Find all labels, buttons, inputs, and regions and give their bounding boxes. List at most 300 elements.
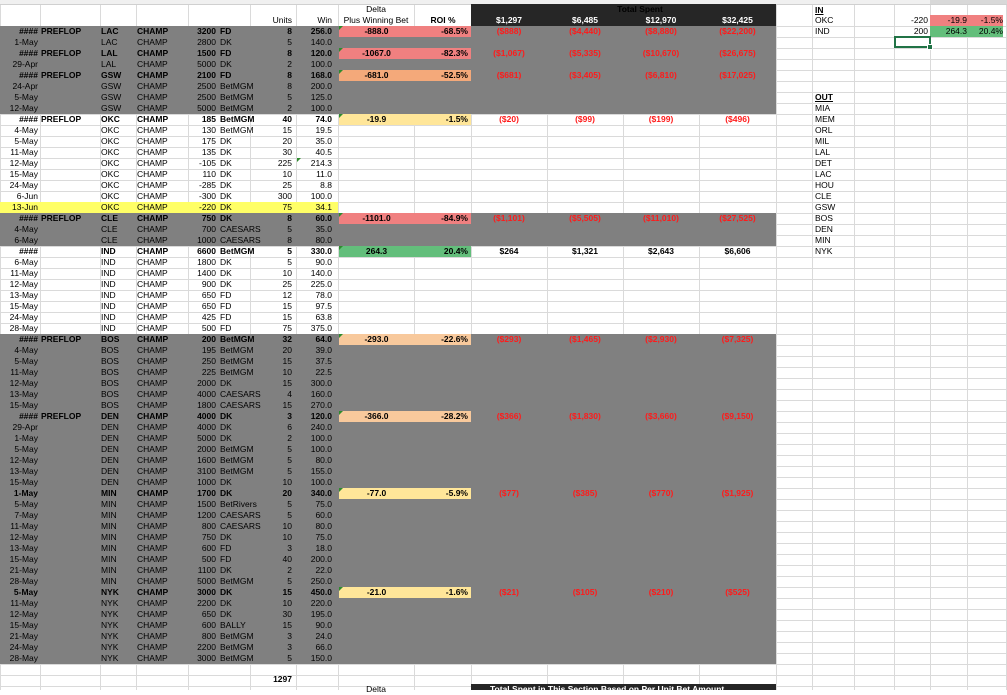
total-spent-cell[interactable]: ($496) — [725, 114, 750, 124]
odds-cell[interactable]: 1500 — [197, 499, 216, 509]
team-cell[interactable]: NYK — [101, 642, 119, 652]
total-spent-cell[interactable]: ($1,925) — [721, 488, 754, 498]
win-cell[interactable]: 240.0 — [310, 422, 332, 432]
date-cell[interactable]: 5-May — [13, 587, 38, 597]
units-cell[interactable]: 10 — [282, 367, 292, 377]
team-cell[interactable]: GSW — [101, 81, 122, 91]
team-cell[interactable]: MIN — [101, 532, 117, 542]
delta-cell[interactable]: -19.9 — [339, 114, 414, 125]
team-cell[interactable]: OKC — [101, 114, 120, 124]
team-cell[interactable]: IND — [101, 257, 116, 267]
book-cell[interactable]: DK — [220, 598, 232, 608]
odds-cell[interactable]: 4000 — [197, 411, 216, 421]
market-cell[interactable]: CHAMP — [137, 180, 168, 190]
total-spent-cell[interactable]: $2,643 — [648, 246, 674, 256]
date-cell[interactable]: #### — [19, 246, 38, 256]
date-cell[interactable]: 12-May — [9, 532, 38, 542]
team-cell[interactable]: IND — [101, 279, 116, 289]
team-cell[interactable]: IND — [101, 323, 116, 333]
win-cell[interactable]: 80.0 — [315, 235, 332, 245]
market-cell[interactable]: CHAMP — [137, 81, 168, 91]
win-cell[interactable]: 66.0 — [315, 642, 332, 652]
market-cell[interactable]: CHAMP — [137, 323, 168, 333]
units-cell[interactable]: 5 — [287, 224, 292, 234]
market-cell[interactable]: CHAMP — [137, 70, 169, 80]
date-cell[interactable]: #### — [19, 334, 38, 344]
market-cell[interactable]: CHAMP — [137, 598, 168, 608]
odds-cell[interactable]: 1700 — [197, 488, 216, 498]
market-cell[interactable]: CHAMP — [137, 389, 168, 399]
win-cell[interactable]: 18.0 — [315, 543, 332, 553]
units-cell[interactable]: 300 — [277, 191, 292, 201]
date-cell[interactable]: #### — [19, 114, 38, 124]
date-cell[interactable]: 13-May — [9, 543, 38, 553]
delta-cell[interactable]: 264.3 — [339, 246, 414, 257]
book-cell[interactable]: DK — [220, 565, 232, 575]
units-cell[interactable]: 10 — [282, 532, 292, 542]
team-cell[interactable]: DEN — [101, 433, 119, 443]
team-cell[interactable]: OKC — [101, 136, 120, 146]
total-spent-cell[interactable]: ($1,830) — [569, 411, 601, 421]
selected-cell[interactable] — [894, 36, 931, 48]
total-spent-cell[interactable]: ($9,150) — [721, 411, 754, 421]
stage-cell[interactable]: PREFLOP — [41, 213, 82, 223]
book-cell[interactable]: DK — [220, 433, 232, 443]
units-cell[interactable]: 4 — [287, 389, 292, 399]
total-spent-cell[interactable]: ($77) — [499, 488, 519, 498]
team-cell[interactable]: BOS — [101, 400, 119, 410]
date-cell[interactable]: 29-Apr — [12, 422, 38, 432]
units-cell[interactable]: 40 — [282, 114, 292, 124]
odds-cell[interactable]: 250 — [201, 356, 216, 366]
market-cell[interactable]: CHAMP — [137, 653, 168, 663]
units-cell[interactable]: 2 — [287, 103, 292, 113]
market-cell[interactable]: CHAMP — [137, 334, 169, 344]
market-cell[interactable]: CHAMP — [137, 620, 168, 630]
win-cell[interactable]: 11.0 — [316, 169, 332, 179]
units-cell[interactable]: 5 — [287, 444, 292, 454]
date-cell[interactable]: 1-May — [14, 433, 38, 443]
team-cell[interactable]: IND — [101, 268, 116, 278]
roi-cell[interactable]: -1.5% — [414, 114, 471, 125]
units-cell[interactable]: 3 — [287, 642, 292, 652]
market-cell[interactable]: CHAMP — [137, 301, 168, 311]
stage-cell[interactable]: PREFLOP — [41, 334, 82, 344]
stage-cell[interactable]: PREFLOP — [41, 411, 82, 421]
roi-cell[interactable]: -52.5% — [414, 70, 471, 81]
market-cell[interactable]: CHAMP — [137, 191, 168, 201]
odds-cell[interactable]: 650 — [201, 301, 216, 311]
total-spent-cell[interactable]: ($1,101) — [493, 213, 525, 223]
date-cell[interactable]: 15-May — [9, 400, 38, 410]
units-cell[interactable]: 2 — [287, 565, 292, 575]
out-team[interactable]: MIN — [815, 235, 831, 245]
roi-cell[interactable]: -68.5% — [414, 26, 471, 37]
team-cell[interactable]: MIN — [101, 521, 117, 531]
market-cell[interactable]: CHAMP — [137, 136, 168, 146]
market-cell[interactable]: CHAMP — [137, 378, 168, 388]
team-cell[interactable]: NYK — [101, 609, 119, 619]
market-cell[interactable]: CHAMP — [137, 48, 169, 58]
win-cell[interactable]: 37.5 — [315, 356, 332, 366]
book-cell[interactable]: DK — [220, 158, 232, 168]
date-cell[interactable]: #### — [19, 48, 38, 58]
market-cell[interactable]: CHAMP — [137, 235, 168, 245]
team-cell[interactable]: MIN — [101, 565, 117, 575]
win-cell[interactable]: 78.0 — [315, 290, 332, 300]
market-cell[interactable]: CHAMP — [137, 312, 168, 322]
win-cell[interactable]: 340.0 — [310, 488, 332, 498]
odds-cell[interactable]: -220 — [198, 202, 216, 212]
date-cell[interactable]: 5-May — [14, 136, 38, 146]
units-cell[interactable]: 5 — [287, 455, 292, 465]
date-cell[interactable]: 4-May — [14, 224, 38, 234]
team-cell[interactable]: MIN — [101, 488, 117, 498]
market-cell[interactable]: CHAMP — [137, 290, 168, 300]
odds-cell[interactable]: 2800 — [197, 37, 216, 47]
odds-cell[interactable]: 5000 — [197, 576, 216, 586]
units-cell[interactable]: 3 — [287, 411, 292, 421]
units-cell[interactable]: 5 — [287, 246, 292, 256]
total-spent-cell[interactable]: ($4,440) — [569, 26, 601, 36]
units-cell[interactable]: 5 — [287, 257, 292, 267]
units-cell[interactable]: 30 — [282, 609, 292, 619]
roi-cell[interactable]: -84.9% — [414, 213, 471, 224]
odds-cell[interactable]: 650 — [201, 290, 216, 300]
win-cell[interactable]: 168.0 — [310, 70, 332, 80]
odds-cell[interactable]: 2100 — [197, 70, 216, 80]
odds-cell[interactable]: 650 — [201, 609, 216, 619]
book-cell[interactable]: DK — [220, 169, 232, 179]
total-spent-cell[interactable]: ($366) — [496, 411, 522, 421]
win-cell[interactable]: 330.0 — [310, 246, 332, 256]
units-cell[interactable]: 5 — [287, 37, 292, 47]
book-cell[interactable]: DK — [220, 477, 232, 487]
roi-cell[interactable]: -22.6% — [414, 334, 471, 345]
market-cell[interactable]: CHAMP — [137, 466, 168, 476]
book-cell[interactable]: BetMGM — [220, 444, 254, 454]
team-cell[interactable]: CLE — [101, 235, 118, 245]
market-cell[interactable]: CHAMP — [137, 125, 168, 135]
odds-cell[interactable]: 800 — [201, 631, 216, 641]
market-cell[interactable]: CHAMP — [137, 510, 168, 520]
market-cell[interactable]: CHAMP — [137, 554, 168, 564]
team-cell[interactable]: OKC — [101, 125, 120, 135]
date-cell[interactable]: 15-May — [9, 620, 38, 630]
date-cell[interactable]: 1-May — [14, 37, 38, 47]
units-cell[interactable]: 10 — [282, 268, 292, 278]
market-cell[interactable]: CHAMP — [137, 213, 169, 223]
book-cell[interactable]: DK — [220, 180, 232, 190]
book-cell[interactable]: BALLY — [220, 620, 246, 630]
market-cell[interactable]: CHAMP — [137, 543, 168, 553]
market-cell[interactable]: CHAMP — [137, 521, 168, 531]
date-cell[interactable]: 11-May — [10, 598, 38, 608]
market-cell[interactable]: CHAMP — [137, 631, 168, 641]
date-cell[interactable]: #### — [19, 213, 38, 223]
date-cell[interactable]: 12-May — [9, 103, 38, 113]
team-cell[interactable]: DEN — [101, 411, 119, 421]
book-cell[interactable]: BetMGM — [220, 367, 254, 377]
total-spent-cell[interactable]: ($681) — [496, 70, 522, 80]
win-cell[interactable]: 35.0 — [315, 224, 332, 234]
odds-cell[interactable]: 700 — [201, 224, 216, 234]
odds-cell[interactable]: 500 — [201, 554, 216, 564]
date-cell[interactable]: 13-May — [9, 466, 38, 476]
units-cell[interactable]: 10 — [282, 521, 292, 531]
book-cell[interactable]: DK — [220, 422, 232, 432]
units-cell[interactable]: 75 — [282, 323, 292, 333]
market-cell[interactable]: CHAMP — [137, 488, 169, 498]
book-cell[interactable]: BetMGM — [220, 125, 254, 135]
units-cell[interactable]: 3 — [287, 543, 292, 553]
team-cell[interactable]: NYK — [101, 598, 119, 608]
win-cell[interactable]: 270.0 — [310, 400, 332, 410]
odds-cell[interactable]: 1500 — [197, 48, 216, 58]
total-spent-cell[interactable]: ($770) — [648, 488, 674, 498]
team-cell[interactable]: OKC — [101, 158, 120, 168]
win-cell[interactable]: 80.0 — [315, 455, 332, 465]
date-cell[interactable]: 21-May — [9, 631, 38, 641]
team-cell[interactable]: IND — [101, 290, 116, 300]
win-cell[interactable]: 97.5 — [315, 301, 332, 311]
win-cell[interactable]: 24.0 — [315, 631, 332, 641]
book-cell[interactable]: DK — [220, 147, 232, 157]
book-cell[interactable]: BetMGM — [220, 345, 254, 355]
date-cell[interactable]: 28-May — [9, 576, 38, 586]
units-cell[interactable]: 15 — [282, 301, 292, 311]
date-cell[interactable]: 11-May — [10, 147, 38, 157]
date-cell[interactable]: 6-May — [14, 257, 38, 267]
units-cell[interactable]: 12 — [282, 290, 292, 300]
total-spent-cell[interactable]: ($385) — [572, 488, 598, 498]
date-cell[interactable]: 29-Apr — [12, 59, 38, 69]
date-cell[interactable]: 12-May — [9, 609, 38, 619]
book-cell[interactable]: CAESARS — [220, 235, 261, 245]
book-cell[interactable]: BetMGM — [220, 92, 254, 102]
book-cell[interactable]: FD — [220, 70, 232, 80]
units-cell[interactable]: 5 — [287, 576, 292, 586]
book-cell[interactable]: DK — [220, 191, 232, 201]
total-spent-cell[interactable]: ($3,405) — [569, 70, 601, 80]
book-cell[interactable]: BetMGM — [220, 576, 254, 586]
market-cell[interactable]: CHAMP — [137, 59, 168, 69]
date-cell[interactable]: 24-May — [9, 312, 38, 322]
win-cell[interactable]: 100.0 — [310, 444, 332, 454]
units-cell[interactable]: 40 — [282, 554, 292, 564]
win-cell[interactable]: 150.0 — [310, 653, 332, 663]
win-cell[interactable]: 75.0 — [315, 499, 332, 509]
odds-cell[interactable]: 6600 — [197, 246, 216, 256]
team-cell[interactable]: BOS — [101, 345, 119, 355]
win-cell[interactable]: 160.0 — [310, 389, 332, 399]
date-cell[interactable]: #### — [19, 70, 38, 80]
units-cell[interactable]: 2 — [287, 433, 292, 443]
win-cell[interactable]: 300.0 — [310, 378, 332, 388]
market-cell[interactable]: CHAMP — [137, 268, 168, 278]
book-cell[interactable]: DK — [220, 488, 233, 498]
units-cell[interactable]: 15 — [282, 125, 292, 135]
odds-cell[interactable]: 1400 — [197, 268, 216, 278]
units-cell[interactable]: 5 — [287, 466, 292, 476]
date-cell[interactable]: 21-May — [9, 565, 38, 575]
odds-cell[interactable]: 135 — [201, 147, 216, 157]
date-cell[interactable]: 24-May — [9, 180, 38, 190]
out-team[interactable]: BOS — [815, 213, 833, 223]
team-cell[interactable]: DEN — [101, 466, 119, 476]
odds-cell[interactable]: 750 — [201, 532, 216, 542]
win-cell[interactable]: 74.0 — [315, 114, 332, 124]
odds-cell[interactable]: 3000 — [197, 653, 216, 663]
odds-cell[interactable]: 3100 — [197, 466, 216, 476]
book-cell[interactable]: BetMGM — [220, 114, 255, 124]
total-spent-cell[interactable]: ($17,025) — [719, 70, 756, 80]
win-cell[interactable]: 100.0 — [310, 103, 332, 113]
delta-cell[interactable]: -21.0 — [339, 587, 414, 598]
odds-cell[interactable]: -105 — [198, 158, 216, 168]
roi-cell[interactable]: -82.3% — [414, 48, 471, 59]
odds-cell[interactable]: 750 — [201, 213, 216, 223]
date-cell[interactable]: 6-May — [14, 235, 38, 245]
out-team[interactable]: MIL — [815, 136, 830, 146]
stage-cell[interactable]: PREFLOP — [41, 70, 82, 80]
odds-cell[interactable]: -285 — [198, 180, 216, 190]
team-cell[interactable]: MIN — [101, 543, 117, 553]
date-cell[interactable]: 11-May — [10, 268, 38, 278]
odds-cell[interactable]: 1800 — [197, 400, 216, 410]
team-cell[interactable]: LAC — [101, 26, 119, 36]
market-cell[interactable]: CHAMP — [137, 367, 168, 377]
win-cell[interactable]: 155.0 — [310, 466, 332, 476]
out-team[interactable]: NYK — [815, 246, 833, 256]
team-cell[interactable]: BOS — [101, 356, 119, 366]
book-cell[interactable]: DK — [220, 136, 232, 146]
win-cell[interactable]: 100.0 — [310, 59, 332, 69]
win-cell[interactable]: 34.1 — [315, 202, 332, 212]
total-spent-cell[interactable]: ($3,660) — [645, 411, 677, 421]
win-cell[interactable]: 140.0 — [310, 37, 332, 47]
total-spent-cell[interactable]: ($888) — [496, 26, 522, 36]
team-cell[interactable]: DEN — [101, 422, 119, 432]
odds-cell[interactable]: 2000 — [197, 378, 216, 388]
units-cell[interactable]: 20 — [282, 136, 292, 146]
units-cell[interactable]: 30 — [282, 147, 292, 157]
win-cell[interactable]: 22.5 — [315, 367, 332, 377]
market-cell[interactable]: CHAMP — [137, 499, 168, 509]
date-cell[interactable]: 13-Jun — [12, 202, 38, 212]
market-cell[interactable]: CHAMP — [137, 147, 168, 157]
win-cell[interactable]: 100.0 — [310, 477, 332, 487]
market-cell[interactable]: CHAMP — [137, 37, 168, 47]
units-cell[interactable]: 15 — [282, 620, 292, 630]
book-cell[interactable]: FD — [220, 312, 232, 322]
odds-cell[interactable]: 5000 — [197, 59, 216, 69]
odds-cell[interactable]: 185 — [201, 114, 216, 124]
total-spent-cell[interactable]: ($99) — [575, 114, 595, 124]
delta-cell[interactable]: -366.0 — [339, 411, 414, 422]
odds-cell[interactable]: 110 — [202, 169, 216, 179]
units-cell[interactable]: 15 — [282, 378, 292, 388]
date-cell[interactable]: 28-May — [9, 323, 38, 333]
total-spent-cell[interactable]: ($1,067) — [493, 48, 525, 58]
out-team[interactable]: GSW — [815, 202, 836, 212]
date-cell[interactable]: 24-May — [9, 642, 38, 652]
team-cell[interactable]: NYK — [101, 653, 119, 663]
book-cell[interactable]: CAESARS — [220, 389, 261, 399]
book-cell[interactable]: FD — [220, 48, 232, 58]
book-cell[interactable]: FD — [220, 543, 232, 553]
units-cell[interactable]: 8 — [287, 213, 292, 223]
team-cell[interactable]: MIN — [101, 576, 117, 586]
market-cell[interactable]: CHAMP — [137, 103, 168, 113]
odds-cell[interactable]: -300 — [198, 191, 216, 201]
odds-cell[interactable]: 1000 — [197, 235, 216, 245]
odds-cell[interactable]: 1000 — [197, 477, 216, 487]
book-cell[interactable]: DK — [220, 257, 232, 267]
units-cell[interactable]: 20 — [282, 345, 292, 355]
date-cell[interactable]: 6-Jun — [16, 191, 38, 201]
book-cell[interactable]: DK — [220, 268, 232, 278]
team-cell[interactable]: BOS — [101, 389, 119, 399]
win-cell[interactable]: 120.0 — [310, 48, 332, 58]
date-cell[interactable]: 13-May — [9, 389, 38, 399]
units-cell[interactable]: 20 — [282, 488, 292, 498]
market-cell[interactable]: CHAMP — [137, 279, 168, 289]
units-cell[interactable]: 8 — [287, 235, 292, 245]
win-cell[interactable]: 220.0 — [310, 598, 332, 608]
date-cell[interactable]: 12-May — [9, 279, 38, 289]
odds-cell[interactable]: 4000 — [197, 422, 216, 432]
book-cell[interactable]: BetMGM — [220, 631, 254, 641]
win-cell[interactable]: 40.5 — [315, 147, 332, 157]
team-cell[interactable]: CLE — [101, 213, 118, 223]
odds-cell[interactable]: 225 — [201, 367, 216, 377]
market-cell[interactable]: CHAMP — [137, 565, 168, 575]
odds-cell[interactable]: 175 — [201, 136, 216, 146]
team-cell[interactable]: GSW — [101, 70, 122, 80]
date-cell[interactable]: 15-May — [9, 301, 38, 311]
total-spent-cell[interactable]: ($1,465) — [569, 334, 601, 344]
market-cell[interactable]: CHAMP — [137, 158, 168, 168]
win-cell[interactable]: 22.0 — [315, 565, 332, 575]
out-team[interactable]: HOU — [815, 180, 834, 190]
date-cell[interactable]: 24-Apr — [12, 81, 38, 91]
out-team[interactable]: LAC — [815, 169, 832, 179]
win-cell[interactable]: 60.0 — [315, 213, 332, 223]
odds-cell[interactable]: 1600 — [197, 455, 216, 465]
units-cell[interactable]: 10 — [282, 598, 292, 608]
out-team[interactable]: CLE — [815, 191, 832, 201]
odds-cell[interactable]: 2000 — [197, 444, 216, 454]
units-cell[interactable]: 15 — [282, 312, 292, 322]
odds-cell[interactable]: 1800 — [197, 257, 216, 267]
book-cell[interactable]: BetMGM — [220, 81, 254, 91]
team-cell[interactable]: IND — [101, 246, 116, 256]
book-cell[interactable]: FD — [220, 323, 232, 333]
roi-cell[interactable]: -1.6% — [414, 587, 471, 598]
market-cell[interactable]: CHAMP — [137, 576, 168, 586]
win-cell[interactable]: 200.0 — [310, 554, 332, 564]
total-spent-cell[interactable]: ($11,010) — [643, 213, 679, 223]
win-cell[interactable]: 125.0 — [310, 92, 332, 102]
units-cell[interactable]: 225 — [277, 158, 292, 168]
date-cell[interactable]: 1-May — [13, 488, 38, 498]
win-cell[interactable]: 100.0 — [310, 191, 332, 201]
units-cell[interactable]: 8 — [287, 81, 292, 91]
market-cell[interactable]: CHAMP — [137, 92, 168, 102]
team-cell[interactable]: BOS — [101, 334, 120, 344]
total-spent-cell[interactable]: ($21) — [499, 587, 519, 597]
